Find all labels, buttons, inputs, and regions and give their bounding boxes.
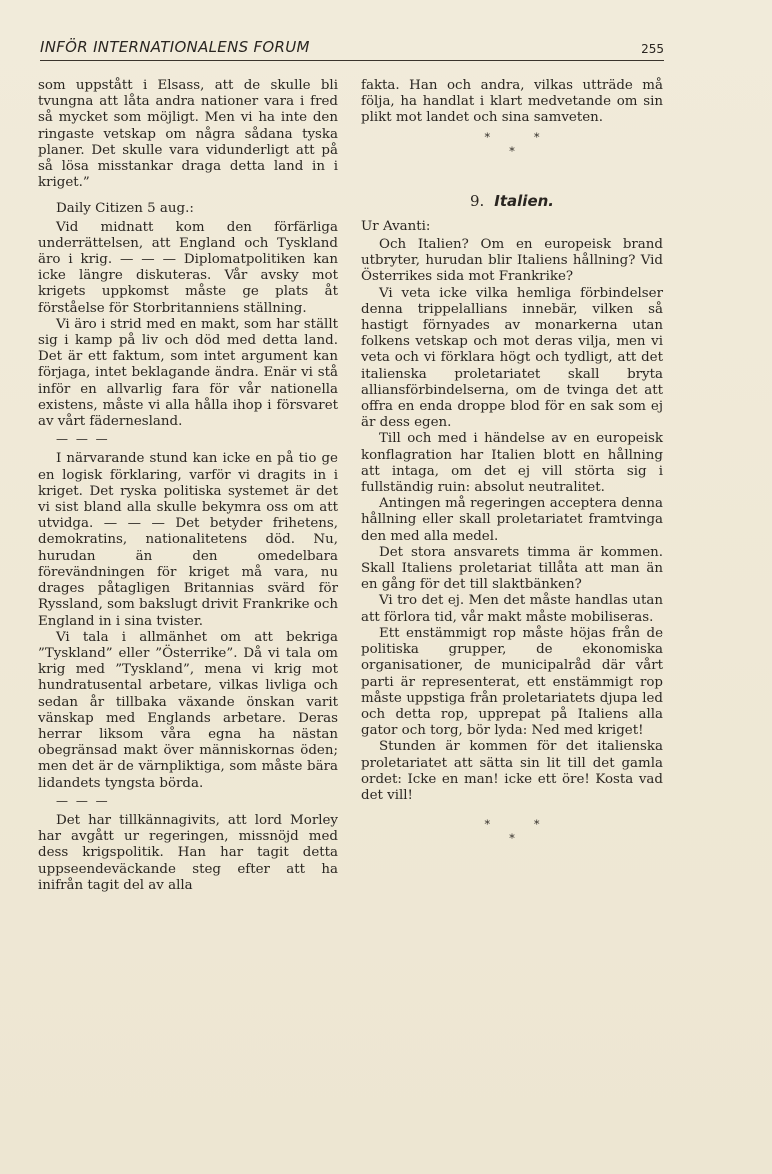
paragraph: som uppstått i Elsass, att de skulle bli tvungna att låta andra nationer vara i fred så mycket som möjligt. Men vi ha inte den ringaste vetskap om några sådana tyska planer. Det skulle vara vidunderligt att på så lösa misstankar draga detta land in i kriget.”	[38, 78, 338, 191]
star: *	[484, 130, 490, 144]
paragraph: Stunden är kommen för det italienska proletariatet att sätta sin lit till det gamla ordet: Icke en man! icke ett öre! Kosta vad det vill!	[361, 739, 663, 803]
source-line: Ur Avanti:	[361, 218, 431, 234]
separator-dashes: — — —	[56, 432, 110, 447]
paragraph: I närvarande stund kan icke en på tio ge en logisk förklaring, varför vi dragits in i kriget. Det ryska politiska systemet är det vi sist bland alla skulle bekymra oss om att utvidga. — — — Det betyder frihetens, demokratins, nationalitetens död. Nu, hurudan än den omedelbara förevändningen för kriget må vara, nu drages påtagligen Britannias svärd för Ryssland, som bakslugt drivit Frankrike och England in i sina tvister.	[38, 451, 338, 629]
section-heading	[361, 193, 663, 209]
paragraph: Vid midnatt kom den förfärliga underrättelsen, att England och Tyskland äro i krig. — — — Diplomatpolitiken kan icke längre diskuteras. Vår avsky mot krigets uppkomst måste ge plats åt förståelse för Storbritanniens ställning.	[38, 219, 338, 316]
paragraph: Ett enstämmigt rop måste höjas från de politiska grupper, de ekonomiska organisationer, de municipalråd där vårt parti är representerat, ett enstämmigt rop måste uppstiga från proletariatets djupa led och detta rop, upprepat på Italiens alla gator och torg, bör lyda: Ned med kriget!	[361, 625, 663, 739]
section-number: 9.	[469, 191, 485, 210]
section-title: Italien.	[494, 191, 555, 210]
paragraph: fakta. Han och andra, vilkas utträde må följa, ha handlat i klart medvetande om sin plikt mot landet och sina samveten.	[361, 78, 663, 126]
star: *	[509, 832, 515, 846]
source-line: Daily Citizen 5 aug.:	[56, 201, 194, 217]
page-number: 255	[641, 42, 664, 56]
star-divider	[361, 131, 663, 159]
right-column	[361, 78, 663, 850]
star: *	[509, 144, 515, 158]
header-rule	[40, 60, 664, 61]
running-title: INFÖR INTERNATIONALENS FORUM	[40, 38, 310, 56]
paragraph: Det stora ansvarets timma är kommen. Skall Italiens proletariat tillåta att man än en gång för det till slaktbänken?	[361, 544, 663, 593]
star: *	[534, 818, 540, 832]
star: *	[534, 130, 540, 144]
paragraph: Det har tillkännagivits, att lord Morley har avgått ur regeringen, missnöjd med dess krigspolitik. Han har tagit detta uppseendeväckande steg efter att ha inifrån tagit del av alla	[38, 812, 338, 893]
paragraph: Antingen må regeringen acceptera denna hållning eller skall proletariatet framtvinga den med alla medel.	[361, 496, 663, 544]
paragraph: Till och med i händelse av en europeisk konflagration har Italien blott en hållning att intaga, om det ej vill störta sig i fullständig ruin: absolut neutralitet.	[361, 431, 663, 496]
left-column	[38, 78, 338, 894]
separator-dashes: — — —	[56, 793, 110, 808]
paragraph: Och Italien? Om en europeisk brand utbryter, hurudan blir Italiens hållning? Vid Österrikes sida mot Frankrike?	[361, 237, 663, 285]
paragraph: Vi tro det ej. Men det måste handlas utan att förlora tid, vår makt måste mobiliseras.	[361, 593, 663, 625]
page-header	[40, 36, 664, 62]
paragraph: Vi äro i strid med en makt, som har ställt sig i kamp på liv och död med detta land. Det är ett faktum, som intet argument kan förjaga, intet beklagande ändra. Enär vi stå inför en allvarlig fara för vår nationella existens, måste vi alla hålla ihop i försvaret av vårt fädernesland.	[38, 316, 338, 430]
star: *	[484, 818, 490, 832]
star-divider	[361, 818, 663, 846]
paragraph: Vi tala i allmänhet om att bekriga ”Tyskland” eller ”Österrike”. Då vi tala om krig med ”Tyskland”, mena vi krig mot hundratusental arbetare, vilkas livliga och sedan år tillbaka växande önskan varit vänskap med Englands arbetare. Deras herrar liksom våra egna ha nästan obegränsad makt över människornas öden; men det är de värnpliktiga, som måste bära lidandets tyngsta börda.	[38, 629, 338, 791]
paragraph: Vi veta icke vilka hemliga förbindelser denna trippelallians innebär, vilken så hastigt förnyades av monarkerna utan folkens vetskap och mot deras vilja, men vi veta och vi förklara högt och tydligt, att det italienska proletariatet skall bryta alliansförbindelserna, om de tvinga det att offra en enda droppe blod för en sak som ej är dess egen.	[361, 285, 663, 431]
